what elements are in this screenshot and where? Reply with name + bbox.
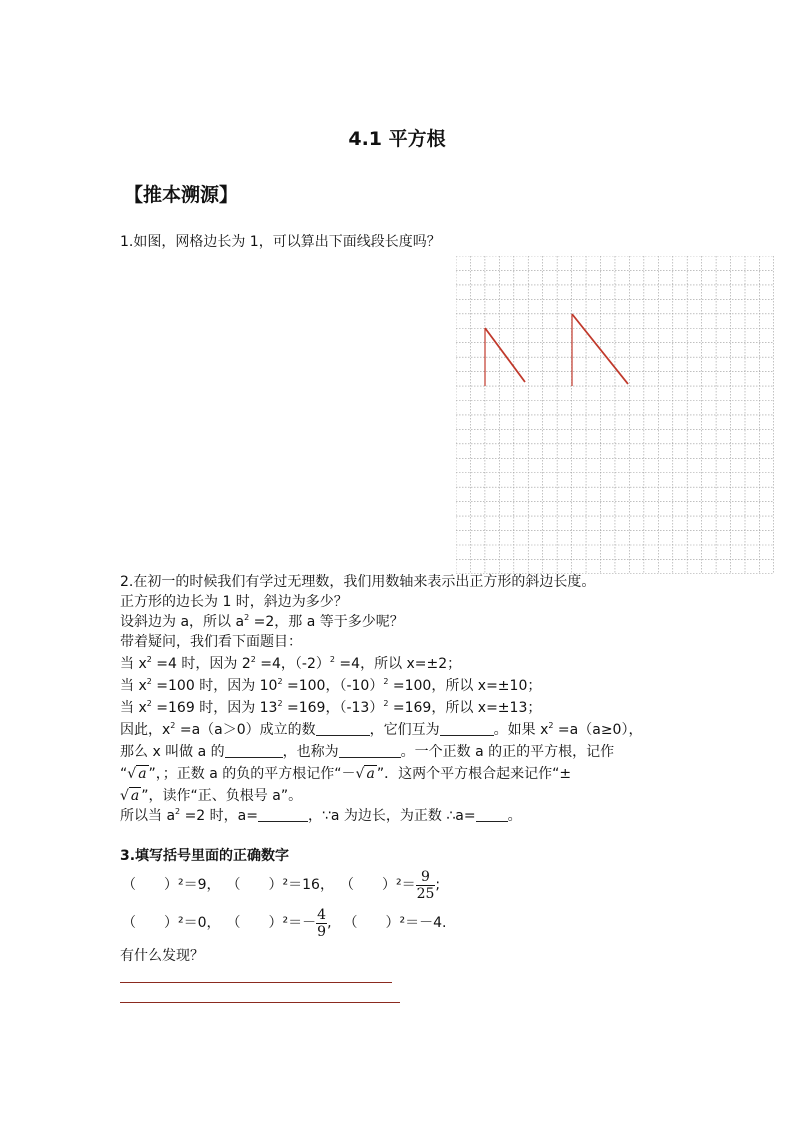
text: 那么 x 叫做 a 的 xyxy=(120,744,225,760)
superscript: 2 xyxy=(277,699,283,708)
text: ，∵a 为边长，为正数 ∴a= xyxy=(307,808,476,824)
text: 。一个正数 a 的正的平方根，记作 xyxy=(400,744,615,760)
text: 。如果 x xyxy=(493,722,549,738)
segment-2-diagonal xyxy=(572,314,628,384)
q3-row-1 xyxy=(122,868,440,902)
q3-discover: 有什么发现？ xyxy=(120,948,204,964)
answer-paren[interactable]: （ ） xyxy=(122,877,178,893)
q2-line-3 xyxy=(120,612,404,632)
superscript: 2 xyxy=(146,655,152,664)
answer-blank[interactable] xyxy=(476,807,508,822)
answer-paren[interactable]: （ ） xyxy=(343,915,400,931)
text: ”．这两个平方根合起来记作“± xyxy=(376,766,572,782)
q2-line-6 xyxy=(120,676,541,696)
answer-line[interactable] xyxy=(120,1002,400,1003)
superscript: 2 xyxy=(250,655,256,664)
q2-line-10 xyxy=(120,764,571,784)
text: ，也称为 xyxy=(282,744,339,760)
text: 所以当 a xyxy=(120,808,176,824)
superscript: 2 xyxy=(146,677,152,686)
text: ; xyxy=(435,877,441,893)
q2-line-7 xyxy=(120,698,541,718)
superscript: 2 xyxy=(170,721,176,730)
answer-paren[interactable]: （ ） xyxy=(226,877,283,893)
q2-line-1: 2.在初一的时候我们有学过无理数，我们用数轴来表示出正方形的斜边长度。 xyxy=(120,574,596,590)
text: =a（a＞0）成立的数 xyxy=(175,722,316,738)
sqrt-symbol: √ a xyxy=(120,788,140,804)
denominator: 9 xyxy=(317,923,327,940)
text: ²＝ xyxy=(395,877,416,893)
text: =4 时，因为 2 xyxy=(151,656,251,672)
superscript: 2 xyxy=(383,677,389,686)
q2-line-2: 正方形的边长为 1 时，斜边为多少？ xyxy=(120,594,348,610)
numerator: 9 xyxy=(416,869,436,886)
answer-blank[interactable] xyxy=(258,807,308,822)
text: =169 时，因为 13 xyxy=(151,700,278,716)
answer-blank[interactable] xyxy=(339,743,401,758)
text: , xyxy=(327,915,332,931)
q2-line-9 xyxy=(120,742,614,762)
radicand: a xyxy=(138,766,147,782)
text: =169，（-13） xyxy=(282,700,384,716)
sqrt-symbol: √ a xyxy=(355,766,375,782)
question-1: 1.如图，网格边长为 1，可以算出下面线段长度吗？ xyxy=(120,234,441,250)
text: “ xyxy=(120,766,128,782)
text: =2，那 a 等于多少呢？ xyxy=(249,614,404,630)
answer-paren[interactable]: （ ） xyxy=(226,915,283,931)
section-heading: 【推本溯源】 xyxy=(124,184,239,206)
superscript: 2 xyxy=(548,721,554,730)
q2-line-4: 带着疑问，我们看下面题目： xyxy=(120,634,302,650)
text: 当 x xyxy=(120,700,147,716)
superscript: 2 xyxy=(329,655,335,664)
text: ”，；正数 a 的负的平方根记作“－ xyxy=(148,766,356,782)
text: 因此，x xyxy=(120,722,171,738)
sqrt-symbol: √ a xyxy=(127,766,147,782)
text: ²＝－ xyxy=(282,915,317,931)
superscript: 2 xyxy=(244,613,250,622)
text: ”，读作“正、负根号 a”。 xyxy=(141,788,303,804)
superscript: 2 xyxy=(277,677,283,686)
q2-line-11 xyxy=(120,786,302,806)
denominator: 25 xyxy=(416,885,435,902)
superscript: 2 xyxy=(146,699,152,708)
text: ²＝0， xyxy=(178,915,221,931)
text: 当 x xyxy=(120,678,147,694)
fraction xyxy=(416,869,436,902)
grid-figure xyxy=(456,256,774,574)
q2-line-8 xyxy=(120,720,642,740)
q3-row-2 xyxy=(122,906,447,940)
text: =100，所以 x=±10； xyxy=(388,678,542,694)
text: 设斜边为 a，所以 a xyxy=(120,614,245,630)
text: ²＝－4. xyxy=(399,915,447,931)
q2-line-5 xyxy=(120,654,461,674)
text: =a（a≥0）， xyxy=(553,722,643,738)
text: ²＝16， xyxy=(282,877,334,893)
answer-blank[interactable] xyxy=(225,743,283,758)
page-title: 4.1 平方根 xyxy=(348,128,446,150)
text: =4，所以 x=±2； xyxy=(334,656,462,672)
text: =100，（-10） xyxy=(282,678,384,694)
grid-lines xyxy=(456,256,774,574)
text: ，它们互为 xyxy=(369,722,440,738)
text: ²＝9， xyxy=(178,877,221,893)
numerator: 4 xyxy=(317,906,327,923)
text: =2 时，a= xyxy=(180,808,258,824)
answer-paren[interactable]: （ ） xyxy=(339,877,396,893)
answer-blank[interactable] xyxy=(440,721,494,736)
text: =100 时，因为 10 xyxy=(151,678,278,694)
text: =4，（-2） xyxy=(255,656,330,672)
q2-line-12 xyxy=(120,806,522,826)
radicand: a xyxy=(130,788,140,804)
answer-line[interactable] xyxy=(120,982,392,983)
text: 当 x xyxy=(120,656,147,672)
radicand: a xyxy=(366,766,375,782)
answer-blank[interactable] xyxy=(316,721,370,736)
segment-1-diagonal xyxy=(485,328,525,382)
q3-heading: 3.填写括号里面的正确数字 xyxy=(120,848,290,864)
answer-paren[interactable]: （ ） xyxy=(122,915,178,931)
superscript: 2 xyxy=(175,807,181,816)
superscript: 2 xyxy=(383,699,389,708)
text: =169，所以 x=±13； xyxy=(388,700,542,716)
text: 。 xyxy=(507,808,522,824)
fraction xyxy=(316,907,327,940)
